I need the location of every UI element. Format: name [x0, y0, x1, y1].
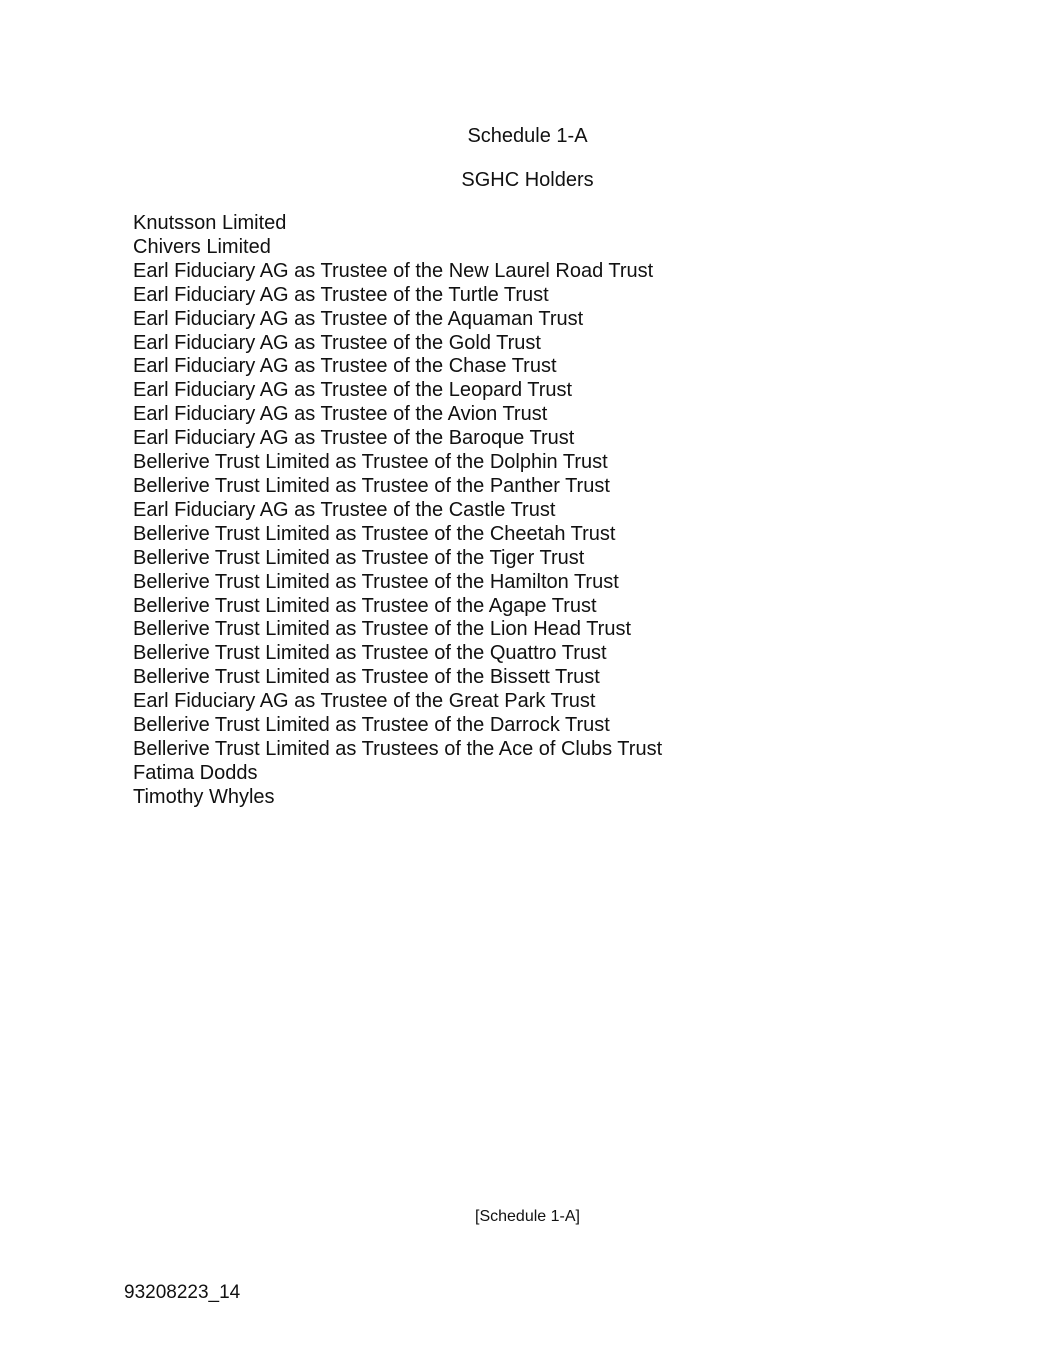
holder-item: Fatima Dodds: [133, 761, 258, 784]
schedule-subtitle: SGHC Holders: [461, 169, 594, 191]
holder-item: Earl Fiduciary AG as Trustee of the Castle Trust: [133, 498, 556, 521]
holder-item: Bellerive Trust Limited as Trustee of the Bissett Trust: [133, 666, 600, 689]
holder-item: Earl Fiduciary AG as Trustee of the New Laurel Road Trust: [133, 259, 654, 282]
holder-item: Bellerive Trust Limited as Trustee of the Quattro Trust: [133, 642, 607, 665]
holder-item: Bellerive Trust Limited as Trustee of the Darrock Trust: [133, 714, 610, 737]
holder-item: Bellerive Trust Limited as Trustee of the Cheetah Trust: [133, 522, 616, 545]
holder-item: Earl Fiduciary AG as Trustee of the Chase Trust: [133, 355, 557, 378]
holder-item: Chivers Limited: [133, 235, 271, 258]
holder-item: Bellerive Trust Limited as Trustee of the Panther Trust: [133, 474, 610, 497]
holder-item: Bellerive Trust Limited as Trustees of the Ace of Clubs Trust: [133, 737, 663, 760]
holder-item: Bellerive Trust Limited as Trustee of the Hamilton Trust: [133, 570, 619, 593]
holder-item: Earl Fiduciary AG as Trustee of the Leopard Trust: [133, 379, 573, 402]
holder-item: Earl Fiduciary AG as Trustee of the Avion Trust: [133, 403, 548, 426]
footer-schedule-label: [Schedule 1-A]: [475, 1208, 580, 1225]
document-id: 93208223_14: [124, 1282, 241, 1303]
holders-list: [133, 212, 662, 810]
holder-item: Earl Fiduciary AG as Trustee of the Great Park Trust: [133, 690, 596, 713]
holder-item: Earl Fiduciary AG as Trustee of the Turtle Trust: [133, 283, 549, 306]
holder-item: Earl Fiduciary AG as Trustee of the Aquaman Trust: [133, 307, 584, 330]
holder-item: Earl Fiduciary AG as Trustee of the Gold Trust: [133, 331, 541, 354]
holder-item: Timothy Whyles: [133, 785, 275, 808]
holder-item: Earl Fiduciary AG as Trustee of the Baroque Trust: [133, 427, 575, 450]
holder-item: Bellerive Trust Limited as Trustee of the Agape Trust: [133, 594, 597, 617]
schedule-title: Schedule 1-A: [467, 125, 588, 147]
holder-item: Knutsson Limited: [133, 212, 287, 234]
holder-item: Bellerive Trust Limited as Trustee of the Dolphin Trust: [133, 451, 608, 474]
holder-item: Bellerive Trust Limited as Trustee of the Lion Head Trust: [133, 618, 632, 641]
holder-item: Bellerive Trust Limited as Trustee of the Tiger Trust: [133, 546, 585, 569]
